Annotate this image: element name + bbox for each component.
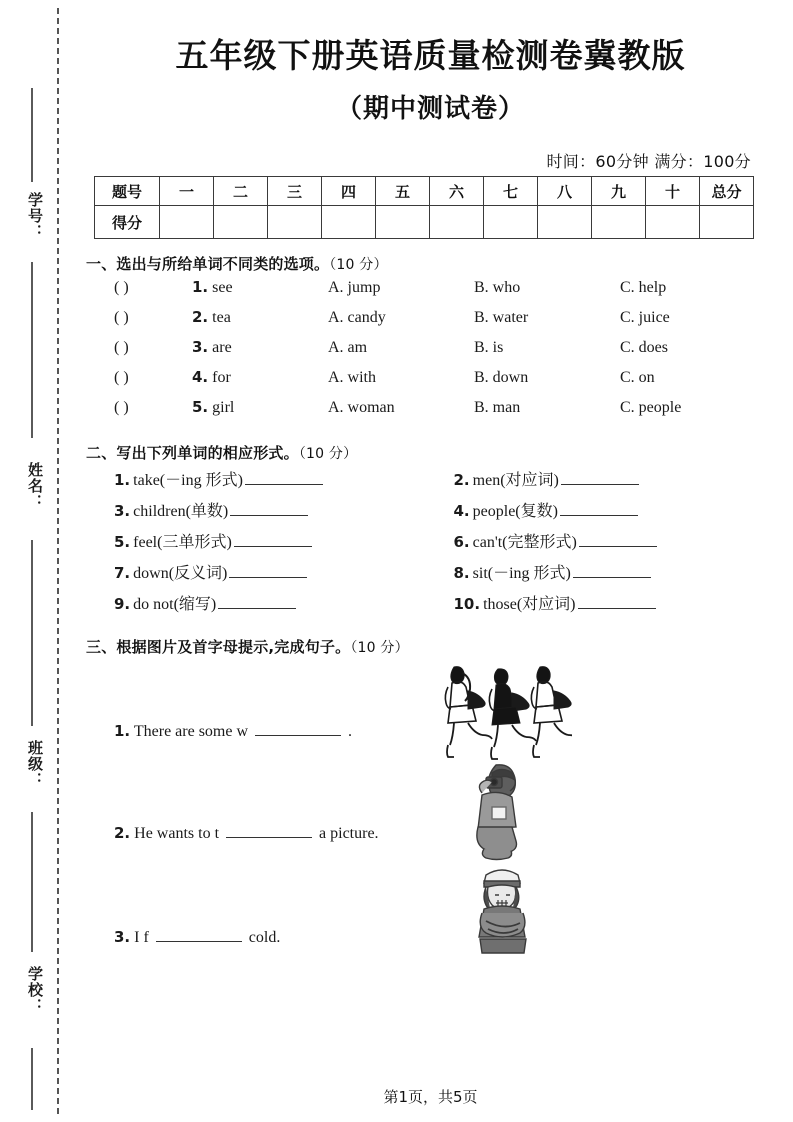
list-item — [86, 661, 793, 765]
margin-rule-segment — [31, 1048, 33, 1110]
question-prompt-before: He wants to t — [134, 825, 220, 843]
question-text: children(单数) — [133, 503, 229, 521]
question-text — [114, 823, 379, 843]
section-two-points: （10 分） — [298, 446, 358, 463]
picture-person-taking-photo-icon — [452, 759, 548, 870]
option-a[interactable]: A. woman — [328, 399, 395, 417]
question-text: men(对应词) — [472, 472, 559, 490]
score-table-wrapper — [94, 176, 754, 239]
score-cell[interactable] — [592, 206, 646, 239]
table-row — [95, 206, 754, 239]
score-cell[interactable] — [268, 206, 322, 239]
margin-label-name: 姓名： — [26, 462, 44, 510]
section-two-heading — [86, 442, 793, 463]
answer-blank[interactable] — [218, 593, 296, 609]
page-title: 五年级下册英语质量检测卷冀教版 — [175, 36, 686, 75]
dashed-fold-line — [57, 8, 59, 1114]
question-prompt-after: a picture. — [319, 825, 379, 843]
answer-bracket[interactable]: ( ) — [114, 399, 129, 417]
answer-blank[interactable] — [230, 500, 308, 516]
list-item — [454, 498, 793, 529]
score-cell[interactable] — [646, 206, 700, 239]
answer-blank[interactable] — [234, 531, 312, 547]
score-table-col-header: 八 — [538, 177, 592, 206]
option-b[interactable]: B. is — [474, 339, 504, 357]
question-stem — [192, 278, 328, 297]
question-text — [114, 927, 280, 947]
list-item — [454, 560, 793, 591]
margin-label-class: 班级： — [26, 740, 44, 788]
question-prompt-before: There are some w — [133, 723, 249, 741]
option-c[interactable]: C. on — [620, 369, 655, 387]
section-one-points: （10 分） — [329, 257, 388, 274]
question-number: 4. — [453, 502, 470, 521]
question-word: are — [212, 339, 232, 357]
option-b[interactable]: B. man — [474, 399, 521, 417]
question-stem — [192, 368, 328, 387]
question-number: 8. — [453, 564, 470, 583]
option-c[interactable]: C. juice — [620, 309, 670, 327]
option-b[interactable]: B. down — [474, 369, 529, 387]
option-a[interactable]: A. with — [328, 369, 376, 387]
question-word: tea — [212, 309, 231, 327]
question-number: 2. — [453, 471, 470, 490]
score-table-col-header: 六 — [430, 177, 484, 206]
answer-blank[interactable] — [245, 469, 323, 485]
answer-blank[interactable] — [579, 531, 657, 547]
list-item — [114, 560, 454, 591]
question-number: 2. — [192, 308, 209, 327]
score-cell[interactable] — [538, 206, 592, 239]
score-cell[interactable] — [484, 206, 538, 239]
score-table-col-header: 十 — [646, 177, 700, 206]
score-table — [94, 176, 754, 239]
option-c[interactable]: C. people — [620, 399, 682, 417]
score-cell[interactable] — [700, 206, 754, 239]
picture-three-women-walking-icon — [436, 661, 572, 766]
score-table-col-header: 九 — [592, 177, 646, 206]
answer-blank[interactable] — [560, 500, 638, 516]
score-cell[interactable] — [160, 206, 214, 239]
option-b[interactable]: B. water — [474, 309, 529, 327]
list-item — [114, 467, 454, 498]
question-number: 1. — [192, 278, 209, 297]
question-stem — [192, 338, 328, 357]
score-cell[interactable] — [376, 206, 430, 239]
score-table-col-header: 五 — [376, 177, 430, 206]
exam-page — [86, 0, 793, 1122]
question-prompt-after: . — [348, 723, 353, 741]
question-text: do not(缩写) — [133, 596, 217, 614]
question-number: 2. — [114, 824, 131, 843]
answer-blank[interactable] — [226, 823, 312, 838]
list-item — [454, 591, 793, 622]
answer-blank[interactable] — [561, 469, 639, 485]
list-item — [454, 467, 793, 498]
question-stem — [192, 398, 328, 417]
question-number: 5. — [114, 533, 131, 552]
list-item — [114, 498, 454, 529]
section-three — [86, 636, 793, 965]
list-item — [114, 529, 454, 560]
score-table-row-label: 得分 — [95, 206, 160, 239]
option-a[interactable]: A. candy — [328, 309, 386, 327]
section-one-heading — [86, 253, 793, 274]
section-three-points: （10 分） — [350, 640, 409, 657]
question-text — [114, 721, 352, 741]
exam-meta-line: 时间：60分钟 满分：100分 — [546, 152, 751, 172]
table-row — [95, 177, 754, 206]
question-prompt-after: cold. — [248, 929, 281, 947]
answer-bracket[interactable]: ( ) — [114, 339, 129, 357]
score-table-col-header: 四 — [322, 177, 376, 206]
question-number: 1. — [114, 722, 131, 741]
question-number: 3. — [192, 338, 209, 357]
margin-rule-segment — [31, 812, 33, 952]
section-three-heading — [86, 636, 793, 657]
section-two — [86, 442, 793, 622]
list-item — [86, 765, 793, 869]
list-item — [86, 869, 793, 965]
page-footer: 第1页，共5页 — [383, 1088, 478, 1106]
option-a[interactable]: A. jump — [328, 279, 381, 297]
list-item — [114, 278, 793, 308]
list-item — [114, 591, 454, 622]
margin-label-student-id: 学号： — [26, 192, 44, 240]
question-text: take(－ing 形式) — [133, 472, 243, 490]
question-number: 10. — [453, 595, 481, 614]
question-text: sit(－ing 形式) — [472, 565, 571, 583]
question-text: can't(完整形式) — [472, 534, 577, 552]
answer-blank[interactable] — [255, 721, 341, 736]
list-item — [114, 368, 793, 398]
picture-person-feeling-cold-icon — [456, 861, 548, 966]
list-item — [454, 529, 793, 560]
option-c[interactable]: C. does — [620, 339, 668, 357]
question-prompt-before: I f — [134, 929, 149, 947]
answer-bracket[interactable]: ( ) — [114, 369, 129, 387]
score-table-col-header: 总分 — [700, 177, 754, 206]
section-three-title: 三、根据图片及首字母提示,完成句子。 — [86, 638, 351, 657]
list-item — [114, 338, 793, 368]
question-number: 5. — [192, 398, 209, 417]
question-word: for — [212, 369, 231, 387]
answer-bracket[interactable]: ( ) — [114, 309, 129, 327]
list-item — [114, 308, 793, 338]
answer-blank[interactable] — [229, 562, 307, 578]
answer-blank[interactable] — [573, 562, 651, 578]
score-cell[interactable] — [322, 206, 376, 239]
question-stem — [192, 308, 328, 327]
margin-rule-segment — [31, 88, 33, 182]
option-c[interactable]: C. help — [620, 279, 667, 297]
answer-blank[interactable] — [156, 927, 242, 942]
word-form-grid — [114, 467, 793, 622]
question-number: 9. — [114, 595, 131, 614]
list-item — [114, 398, 793, 428]
question-word: girl — [212, 399, 235, 417]
score-table-col-header: 二 — [214, 177, 268, 206]
section-two-title: 二、写出下列单词的相应形式。 — [86, 444, 299, 463]
score-cell[interactable] — [430, 206, 484, 239]
question-text: people(复数) — [472, 503, 558, 521]
section-one — [86, 253, 793, 428]
score-table-row-label: 题号 — [95, 177, 160, 206]
question-text: feel(三单形式) — [133, 534, 232, 552]
answer-blank[interactable] — [578, 593, 656, 609]
question-number: 4. — [192, 368, 209, 387]
question-number: 7. — [114, 564, 131, 583]
option-b[interactable]: B. who — [474, 279, 521, 297]
margin-rule-segment — [31, 262, 33, 438]
answer-bracket[interactable]: ( ) — [114, 279, 129, 297]
score-cell[interactable] — [214, 206, 268, 239]
section-one-title: 一、选出与所给单词不同类的选项。 — [86, 255, 330, 274]
question-word: see — [212, 279, 233, 297]
margin-rule-segment — [31, 540, 33, 726]
binding-margin-strip — [0, 0, 86, 1122]
question-text: those(对应词) — [483, 596, 576, 614]
question-number: 3. — [114, 928, 131, 947]
score-table-col-header: 三 — [268, 177, 322, 206]
question-number: 3. — [114, 502, 131, 521]
score-table-col-header: 一 — [160, 177, 214, 206]
question-number: 6. — [453, 533, 470, 552]
margin-label-school: 学校： — [26, 966, 44, 1014]
question-text: down(反义词) — [133, 565, 228, 583]
question-number: 1. — [114, 471, 131, 490]
page-subtitle: （期中测试卷） — [335, 94, 525, 125]
option-a[interactable]: A. am — [328, 339, 368, 357]
score-table-col-header: 七 — [484, 177, 538, 206]
